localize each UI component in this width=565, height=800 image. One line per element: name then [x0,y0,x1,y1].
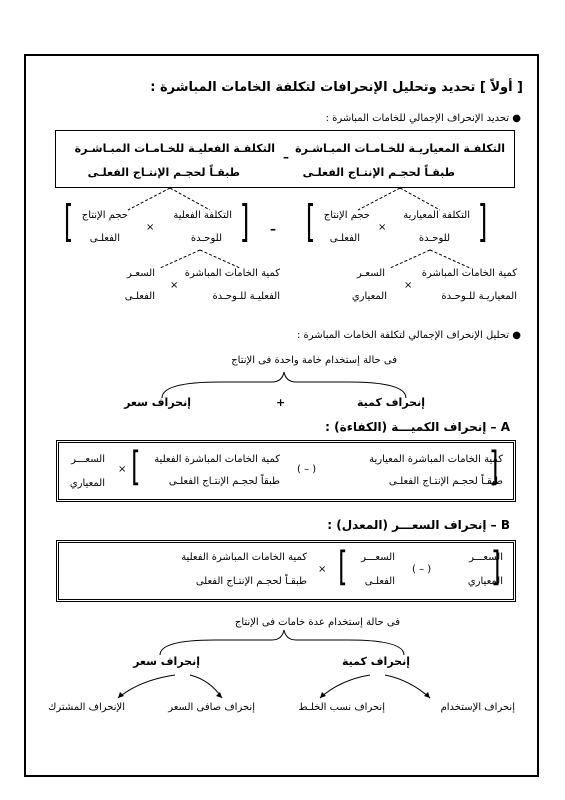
secB-heading: B – إنحراف السعـــر (المعدل) : [327,518,510,532]
bracket-a-right: ] [489,444,499,490]
times-l1: × [146,222,155,233]
sec2-heading: تحليل الإنحراف الإجمالي لتكلفة الخامات المباشرة : [296,330,510,341]
r-vol-l2: الفعلـى [329,233,360,244]
bullet-icon: ● [509,330,521,341]
bracket-b-right: ] [491,544,501,590]
secB-act-price-l1: السعـــر [361,552,395,563]
secB-std-price-l1: السعـــر [469,552,503,563]
act-price-l1: السعـر [126,268,155,279]
page-title: [ أولاً ] تحديد وتحليل الإنحرافات لتكلفة الخامات المباشرة : [150,80,523,95]
bracket-b-left: [ [338,544,348,590]
secA-heading: A – إنحراف الكميـــة (الكفاءة) : [325,420,510,434]
price-variance-box [56,540,516,602]
qty-variance-label: إنحراف كمية [357,396,425,409]
joint-variance: الإنحراف المشترك [48,702,125,713]
std-qty-actual-prod-l1: كمية الخامات المباشرة المعيارية [369,454,503,465]
secB-std-price-l2: المعياري [467,576,503,587]
std-cost-per-unit-l2: للوحـدة [418,233,450,244]
std-cost-per-unit-l1: التكلفة المعيارية [403,210,470,221]
bullet-icon: ● [509,113,521,124]
std-qty-actual-prod-l2: طبقـاً لحجـم الإنتـاج الفعلـى [388,476,503,487]
bracket-a-left: [ [131,444,141,490]
l-vol-l2: الفعلـى [89,233,120,244]
std-qty-l2: المعياريـة للـوحـدة [441,291,517,302]
sec2-heading-row [297,330,521,341]
bracket-open-right-group: [ [305,196,316,247]
act-cost-per-unit-l1: التكلفة الفعلية [173,210,232,221]
secA-price-l1: السعـــر [71,454,105,465]
std-qty-l1: كمية الخامات المباشرة [421,268,517,279]
case-single-material: فى حالة إستخدام خامة واحدة فى الإنتاج [231,355,397,366]
bracket-close-right-group: ] [477,196,488,247]
groups-minus: – [270,222,276,236]
secB-times: × [318,564,327,575]
std-price-l1: السعـر [356,268,385,279]
std-cost-line2: طبقـاً لحجـم الإنتـاج الفعلـى [302,166,455,179]
price-variance-label: إنحراف سعر [124,396,191,409]
secA-times: × [118,464,127,475]
times-l2: × [170,280,179,291]
secA-price-l2: المعياري [69,478,105,489]
plus-sign: + [276,396,286,409]
multi-qty-variance: إنحراف كمية [342,655,410,668]
act-qty-l2: الفعليـة للـوحـدة [212,291,280,302]
secB-act-qty-l1: كمية الخامات المباشرة الفعلية [181,552,307,563]
mix-variance: إنحراف نسب الخلـط [298,702,385,713]
std-cost-line1: التكلفـة المعياريـة للخـامـات المبـاشـرة [295,142,505,155]
act-qty-actual-prod-l2: طبقاً لحجـم الإنتـاج الفعلـى [168,476,280,487]
act-qty-actual-prod-l1: كمية الخامات المباشرة الفعلية [154,454,280,465]
net-price-variance: إنحراف صافى السعر [168,702,255,713]
r-vol-l1: حجم الإنتاج [323,210,370,221]
l-vol-l1: حجم الإنتاج [81,210,128,221]
act-qty-l1: كمية الخامات المباشرة [184,268,280,279]
secA-op: ( – ) [297,464,317,475]
act-cost-per-unit-l2: للوحـدة [190,233,222,244]
bracket-open-left-group: [ [63,196,74,247]
act-price-l2: الفعلـى [124,291,155,302]
case-multiple-materials: فى حالة إستخدام عدة خامات فى الإنتاج [234,617,400,628]
std-price-l2: المعياري [351,291,387,302]
bracket-close-left-group: ] [239,196,250,247]
box-minus: – [283,150,289,164]
secB-act-qty-l2: طبقـاً لحجـم الإنتـاج الفعلى [195,576,307,587]
sec1-heading: تحديد الإنحراف الإجمالي للخامات المباشرة : [325,113,510,124]
times-r2: × [404,280,413,291]
times-r1: × [378,222,387,233]
usage-variance: إنحراف الإستخدام [440,702,515,713]
multi-price-variance: إنحراف سعر [133,655,200,668]
secB-act-price-l2: الفعلـى [364,576,395,587]
act-cost-line1: التكلفـة الفعليـة للخـامـات المبـاشـرة [74,142,275,155]
secB-op: ( – ) [412,564,432,575]
act-cost-line2: طبقـاً لحجـم الإنتـاج الفعلـى [87,166,240,179]
